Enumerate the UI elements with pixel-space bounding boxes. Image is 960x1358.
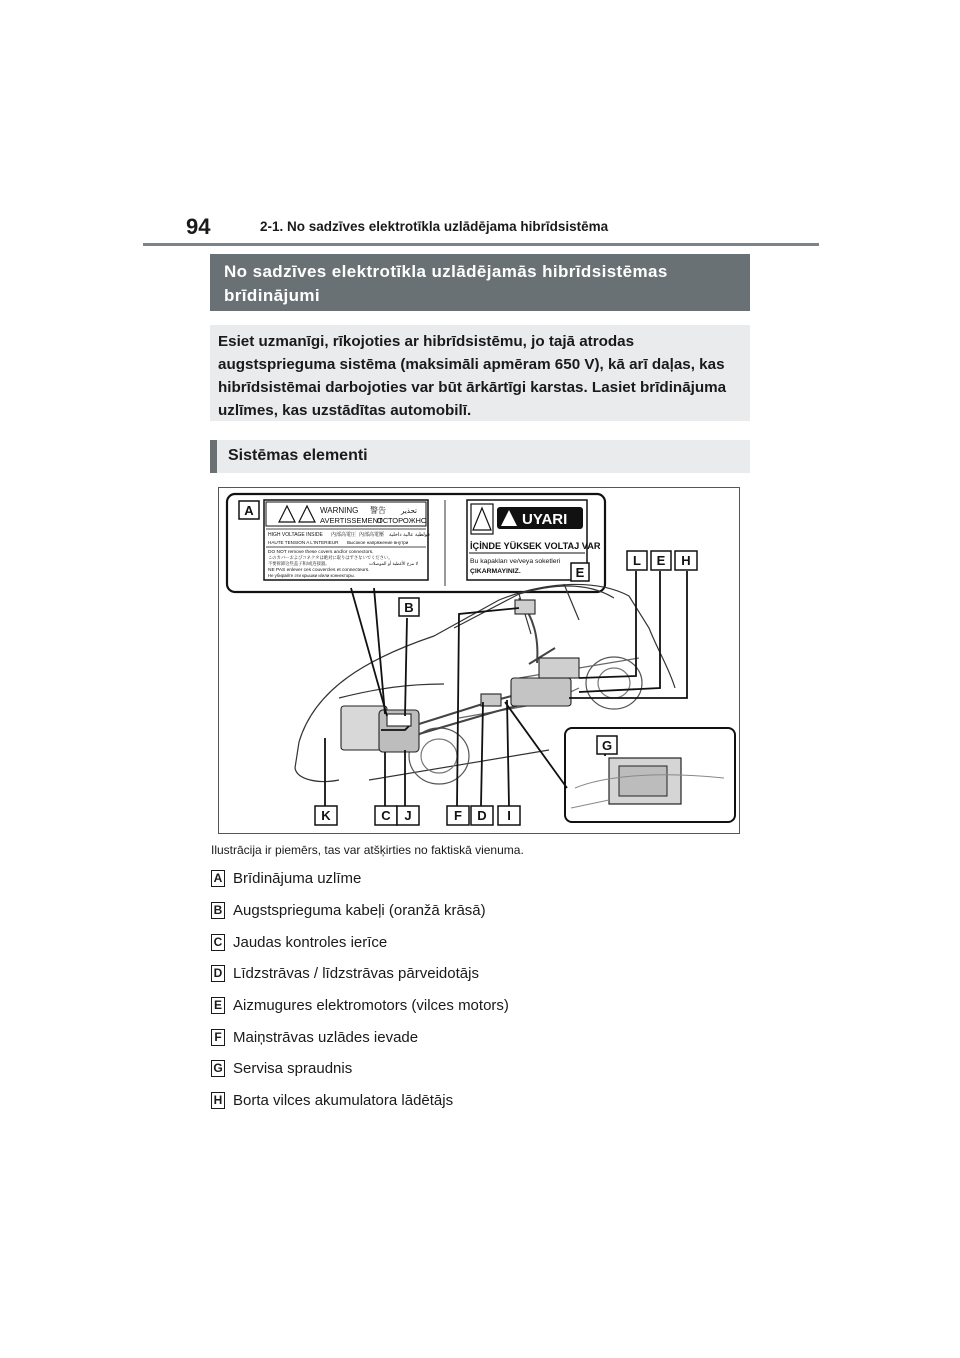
legend-letter: G (211, 1060, 225, 1077)
legend-text: Brīdinājuma uzlīme (233, 869, 362, 887)
label2-line2: ÇIKARMAYINIZ. (470, 568, 521, 575)
pcu-warning-label (387, 714, 411, 726)
svg-text:E: E (575, 565, 585, 580)
legend-item (211, 1090, 453, 1110)
figure-label-g (597, 736, 617, 754)
svg-text:E: E (656, 553, 666, 568)
rear-motor (511, 678, 571, 706)
figure-caption: Ilustrācija ir piemērs, tas var atšķirties no faktiskā vienuma. (211, 843, 524, 857)
figure-label-j (397, 806, 419, 825)
label1-line4: NE PAS enlever ces couvercles et connecteurs. (268, 568, 370, 573)
svg-text:D: D (477, 808, 487, 823)
label1-line3: 不要拆卸这些盖子和/或连接器。 (268, 562, 330, 567)
figure-label-e (571, 563, 589, 581)
running-header: 2-1. No sadzīves elektrotīkla uzlādējama hibrīdsistēma (260, 219, 609, 234)
figure-label-l (627, 551, 647, 570)
vehicle-illustration (219, 488, 740, 834)
legend-letter: D (211, 965, 225, 982)
label1-vysokoe: Высокое напряжение внутри (347, 540, 409, 545)
label1-haute-tension: HAUTE TENSION A L'INTERIEUR (268, 540, 339, 545)
legend-item (211, 932, 387, 952)
label1-ostorozhno: ОСТОРОЖНО (377, 516, 427, 525)
legend-letter: E (211, 997, 225, 1014)
label1-jp-inside: 内部高電圧 (331, 532, 357, 538)
section-title: No sadzīves elektrotīkla uzlādējamās hibrīdsistēmas brīdinājumi (210, 254, 750, 311)
label1-line1: DO NOT remove these covers and/or connectors. (268, 550, 374, 555)
svg-text:J: J (404, 808, 412, 823)
figure-label-d (471, 806, 493, 825)
label1-arabic-line: لا تنزع الأغطية أو الموصلات (369, 562, 419, 567)
legend-item (211, 1027, 418, 1047)
service-plug-inset (565, 728, 735, 822)
label1-warning: WARNING (320, 506, 359, 515)
svg-text:F: F (454, 808, 462, 823)
legend-text: Borta vilces akumulatora lādētājs (233, 1091, 454, 1109)
legend-text: Jaudas kontroles ierīce (233, 933, 388, 951)
warning-label-multilingual (264, 500, 430, 580)
svg-text:L: L (633, 553, 641, 568)
system-components-figure (218, 487, 740, 834)
legend-text: Līdzstrāvas / līdzstrāvas pārveidotājs (233, 964, 479, 982)
dc-dc-converter (481, 694, 501, 706)
svg-text:K: K (321, 808, 331, 823)
label2-icinde: İÇİNDE YÜKSEK VOLTAJ VAR (470, 541, 601, 551)
svg-text:G: G (601, 738, 613, 753)
figure-label-a (239, 501, 259, 519)
label1-arabic: تحذير (401, 507, 417, 515)
legend-letter: B (211, 902, 225, 919)
label1-kanji: 警告 (370, 506, 386, 515)
legend-text: Servisa spraudnis (233, 1059, 353, 1077)
legend-letter: C (211, 934, 225, 951)
svg-text:A: A (244, 503, 254, 518)
figure-label-i (498, 806, 520, 825)
label1-line2: このカバーおよびコネクタは絶対に取りはずさないでください。 (268, 556, 393, 561)
ac-charging-inlet (515, 600, 535, 614)
legend-letter: A (211, 870, 225, 887)
label1-jp-inside2: 內部高電壓 (359, 532, 385, 538)
legend-item (211, 1058, 352, 1078)
legend-item (211, 963, 479, 983)
legend-text: Augstsprieguma kabeļi (oranžā krāsā) (233, 901, 486, 919)
legend-letter: H (211, 1092, 225, 1109)
svg-text:H: H (681, 553, 691, 568)
onboard-charger (539, 658, 579, 678)
figure-label-c (375, 806, 397, 825)
label1-line5: Не убирайте эти крышки и/или коннекторы. (268, 573, 355, 578)
legend-text: Aizmugures elektromotors (vilces motors) (233, 996, 509, 1014)
svg-text:B: B (404, 600, 414, 615)
intro-text: Esiet uzmanīgi, rīkojoties ar hibrīdsistēmu, jo tajā atrodas augstsprieguma sistēma (maksimāli apmēram 650 V), kā arī daļas, kas hibrīdsistēmai darbojoties var būt ārkārtīgi karstas. Lasiet brīdinājuma uzlīmes, kas uzstādītas automobilī. (210, 325, 750, 421)
figure-label-b (399, 598, 419, 616)
legend-item (211, 868, 361, 888)
label1-hv-inside: HIGH VOLTAGE INSIDE (268, 532, 323, 538)
legend-item (211, 995, 509, 1015)
label2-uyari: UYARI (522, 511, 568, 528)
svg-text:I: I (507, 808, 511, 823)
subsection-title: Sistēmas elementi (210, 440, 750, 473)
svg-text:C: C (381, 808, 391, 823)
legend-text: Maiņstrāvas uzlādes ievade (233, 1028, 419, 1046)
page-number: 94 (186, 214, 211, 239)
legend-item (211, 900, 486, 920)
header-rule (143, 243, 819, 246)
figure-label-k (315, 806, 337, 825)
figure-label-f (447, 806, 469, 825)
label1-arabic-hv: فولطية عالية داخلية (389, 532, 430, 538)
label2-line1: Bu kapakları ve/veya soketleri (470, 558, 561, 565)
figure-label-e2 (651, 551, 671, 570)
label1-avertissement: AVERTISSEMENT (320, 516, 383, 525)
legend-letter: F (211, 1029, 225, 1046)
figure-label-h (675, 551, 697, 570)
